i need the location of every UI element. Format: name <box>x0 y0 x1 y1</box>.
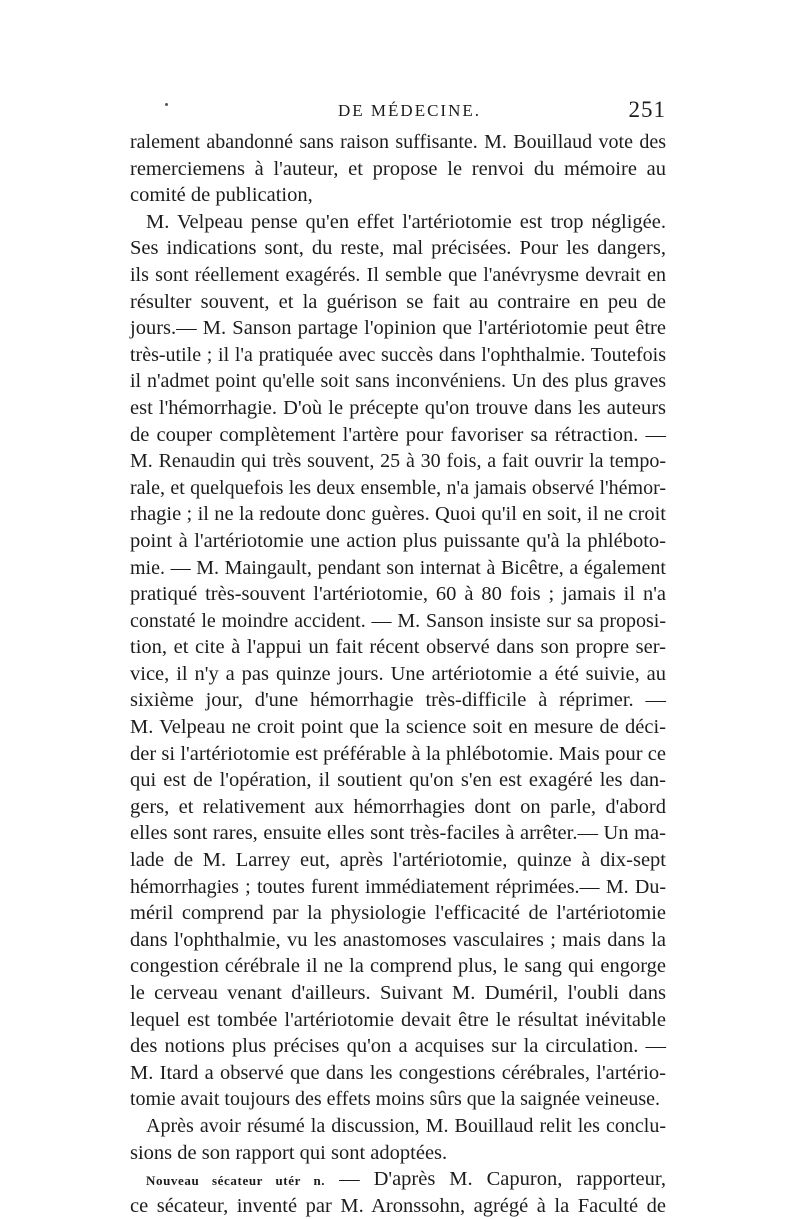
text-line: rhagie ; il ne la redoute donc guères. Quoi qu'il en soit, il ne croit <box>130 503 666 526</box>
text-line: gers, et relativement aux hémorrhagies dont on parle, d'abord <box>130 795 666 818</box>
text-line: rale, et quelquefois les deux ensemble, n'a jamais observé l'hémor- <box>130 476 666 499</box>
text-line: hémorrhagies ; toutes furent immédiatement réprimées.— M. Du- <box>130 875 666 898</box>
text-line: Après avoir résumé la discussion, M. Bouillaud relit les conclu- <box>146 1114 666 1137</box>
text-line: ralement abandonné sans raison suffisante. M. Bouillaud vote des <box>130 131 666 153</box>
text-line: M. Renaudin qui très souvent, 25 à 30 fois, a fait ouvrir la tempo- <box>130 450 666 473</box>
body-text <box>130 129 666 1219</box>
page-header <box>130 97 666 125</box>
text-line: tomie avait toujours des effets moins sûrs que la saignée veineuse. <box>130 1088 661 1111</box>
text-line: vice, il n'y a pas quinze jours. Une artériotomie a été suivie, au <box>130 662 666 685</box>
text-line: lade de M. Larrey eut, après l'artériotomie, quinze à dix-sept <box>130 849 666 872</box>
running-title: DE MÉDECINE. <box>338 101 481 120</box>
text-line <box>130 1166 666 1193</box>
section-heading: Nouveau sécateur utér n. <box>146 1173 326 1189</box>
text-line: très-utile ; il l'a pratiquée avec succès dans l'ophthalmie. Toutefois <box>130 343 666 366</box>
text-line: de couper complètement l'artère pour favoriser sa rétraction. — <box>130 423 666 446</box>
text-line: qui est de l'opération, il soutient qu'on s'en est exagéré les dan- <box>130 769 666 792</box>
text-line: ce sécateur, inventé par M. Aronssohn, agrégé à la Faculté de <box>130 1194 666 1217</box>
text-line: des notions plus précises qu'on a acquises sur la circulation. — <box>130 1035 666 1058</box>
text-line: remerciemens à l'auteur, et propose le renvoi du mémoire au <box>130 157 666 180</box>
text-line: sixième jour, d'une hémorrhagie très-difficile à réprimer. — <box>130 689 666 712</box>
text-line: méril comprend par la physiologie l'efficacité de l'artériotomie <box>130 902 666 925</box>
text-line: tion, et cite à l'appui un fait récent observé dans son propre ser- <box>130 636 666 659</box>
text-line: constaté le moindre accident. — M. Sanson insiste sur sa proposi- <box>130 609 666 632</box>
text-line: der si l'artériotomie est préférable à la phlébotomie. Mais pour ce <box>130 742 666 765</box>
text-fragment: — D'après M. Capuron, rapporteur, <box>325 1168 666 1191</box>
text-line: pratiqué très-souvent l'artériotomie, 60 à 80 fois ; jamais il n'a <box>130 583 666 606</box>
text-line: mie. — M. Maingault, pendant son internat à Bicêtre, a également <box>130 556 666 579</box>
text-line: dans l'ophthalmie, vu les anastomoses vasculaires ; mais dans la <box>130 928 666 951</box>
text-line: est l'hémorrhagie. D'où le précepte qu'on trouve dans les auteurs <box>130 396 666 419</box>
text-line: M. Itard a observé que dans les congestions cérébrales, l'artério- <box>130 1061 666 1084</box>
text-line: ils sont réellement exagérés. Il semble que l'anévrysme devrait en <box>130 263 666 286</box>
text-line: Ses indications sont, du reste, mal précisées. Pour les dangers, <box>130 237 666 260</box>
text-line: le cerveau venant d'ailleurs. Suivant M. Duméril, l'oubli dans <box>130 982 666 1004</box>
text-line: M. Velpeau ne croit point que la science soit en mesure de déci- <box>130 716 666 739</box>
text-line: point à l'artériotomie une action plus puissante qu'à la phléboto- <box>130 529 666 552</box>
text-line: comité de publication, <box>130 184 313 207</box>
text-line: jours.— M. Sanson partage l'opinion que l'artériotomie peut être <box>130 317 666 340</box>
text-line: lequel est tombée l'artériotomie devait être le résultat inévitable <box>130 1008 666 1031</box>
page-number: 251 <box>628 97 666 122</box>
text-line: sions de son rapport qui sont adoptées. <box>130 1141 448 1164</box>
text-line: il n'admet point qu'elle soit sans inconvéniens. Un des plus graves <box>130 370 666 393</box>
text-line: congestion cérébrale il ne la comprend plus, le sang qui engorge <box>130 955 666 978</box>
text-line: elles sont rares, ensuite elles sont très-faciles à arrêter.— Un ma- <box>130 822 666 845</box>
text-line: M. Velpeau pense qu'en effet l'artériotomie est trop négligée. <box>146 210 666 233</box>
text-line: résulter souvent, et la guérison se fait au contraire en peu de <box>130 290 666 313</box>
